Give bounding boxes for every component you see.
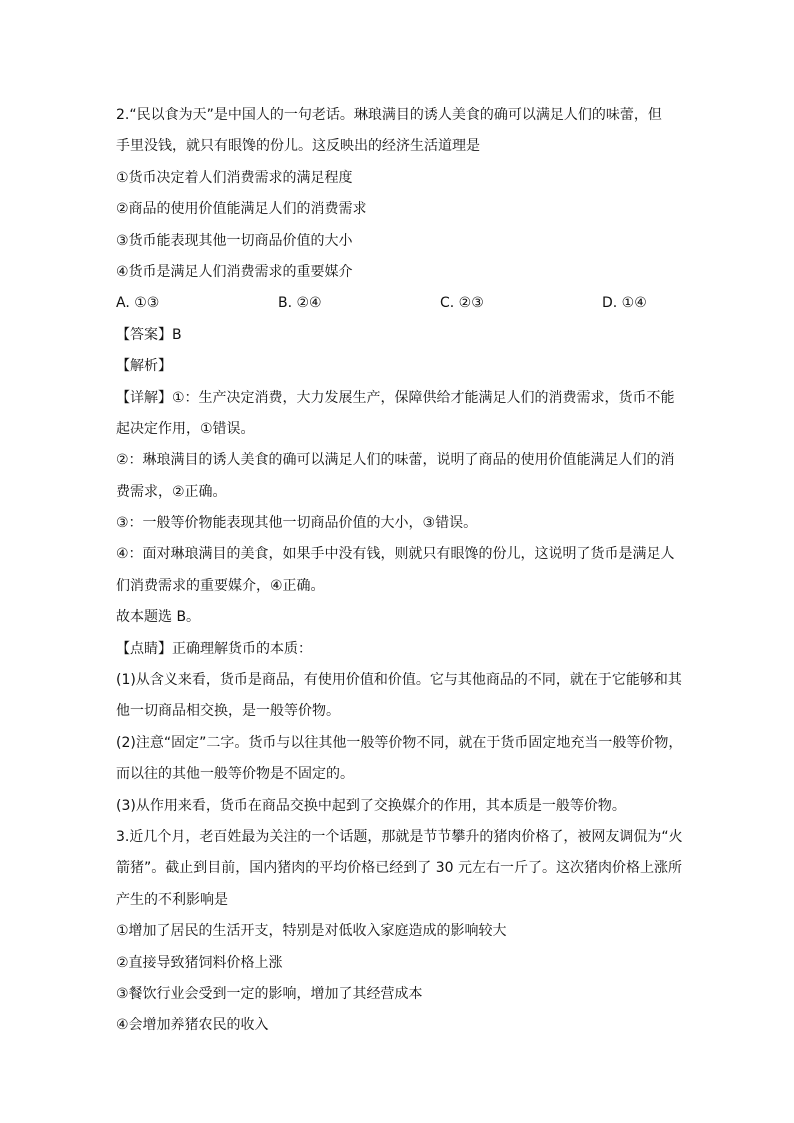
question-2 [116, 100, 686, 822]
detail-line: 费需求，②正确。 [116, 483, 227, 500]
option-a: A. ①③ [116, 295, 160, 312]
detail-line: ②：琳琅满目的诱人美食的确可以满足人们的味蕾，说明了商品的使用价值能满足人们的消 [116, 452, 675, 469]
question-stem-line: 2.“民以食为天”是中国人的一句老话。琳琅满目的诱人美食的确可以满足人们的味蕾，但 [116, 107, 662, 123]
answer-options [116, 288, 686, 319]
tip-line: (3)从作用来看，货币在商品交换中起到了交换媒介的作用，其本质是一般等价物。 [116, 797, 626, 814]
tip-line: (1)从含义来看，货币是商品，有使用价值和价值。它与其他商品的不同，就在于它能够和其 [116, 672, 682, 689]
statement-item: ③货币能表现其他一切商品价值的大小 [116, 232, 353, 249]
statement-item: ②商品的使用价值能满足人们的消费需求 [116, 201, 367, 218]
question-stem-line: 箭猪”。截止到目前，国内猪肉的平均价格已经到了 30 元左右一斤了。这次猪肉价格上涨所 [116, 860, 682, 877]
answer-label: 【答案】B [116, 326, 182, 343]
statement-item: ④货币是满足人们消费需求的重要媒介 [116, 263, 353, 280]
statement-item: ②直接导致猪饲料价格上涨 [116, 954, 283, 971]
statement-item: ①增加了居民的生活开支，特别是对低收入家庭造成的影响较大 [116, 923, 507, 940]
detail-line: 起决定作用，①错误。 [116, 420, 255, 437]
option-c: C. ②③ [440, 295, 484, 312]
detail-line: 们消费需求的重要媒介，④正确。 [116, 577, 325, 594]
statement-item: ④会增加养猪农民的收入 [116, 1017, 269, 1034]
tip-line: 而以往的其他一般等价物是不固定的。 [116, 766, 354, 783]
statement-item: ①货币决定着人们消费需求的满足程度 [116, 169, 353, 186]
option-d: D. ①④ [602, 295, 647, 312]
detail-line: 故本题选 B。 [116, 609, 201, 626]
detail-line: ④：面对琳琅满目的美食，如果手中没有钱，则就只有眼馋的份儿，这说明了货币是满足人 [116, 546, 675, 563]
tip-line: 【点睛】正确理解货币的本质： [116, 640, 312, 657]
analysis-label: 【解析】 [116, 358, 172, 375]
tip-line: 他一切商品相交换，是一般等价物。 [116, 703, 340, 720]
question-stem-line: 产生的不利影响是 [116, 891, 228, 908]
option-b: B. ②④ [278, 295, 322, 312]
detail-line: ③：一般等价物能表现其他一切商品价值的大小，③错误。 [116, 515, 478, 532]
detail-line: 【详解】①：生产决定消费，大力发展生产，保障供给才能满足人们的消费需求，货币不能 [116, 389, 675, 406]
page-content [116, 100, 686, 1042]
question-stem-line: 3.近几个月，老百姓最为关注的一个话题，那就是节节攀升的猪肉价格了，被网友调侃为“火 [116, 828, 683, 845]
statement-item: ③餐饮行业会受到一定的影响，增加了其经营成本 [116, 985, 423, 1002]
question-3 [116, 822, 686, 1042]
question-stem-line: 手里没钱，就只有眼馋的份儿。这反映出的经济生活道理是 [116, 138, 480, 155]
tip-line: (2)注意“固定”二字。货币与以往其他一般等价物不同，就在于货币固定地充当一般等价物， [116, 734, 683, 751]
